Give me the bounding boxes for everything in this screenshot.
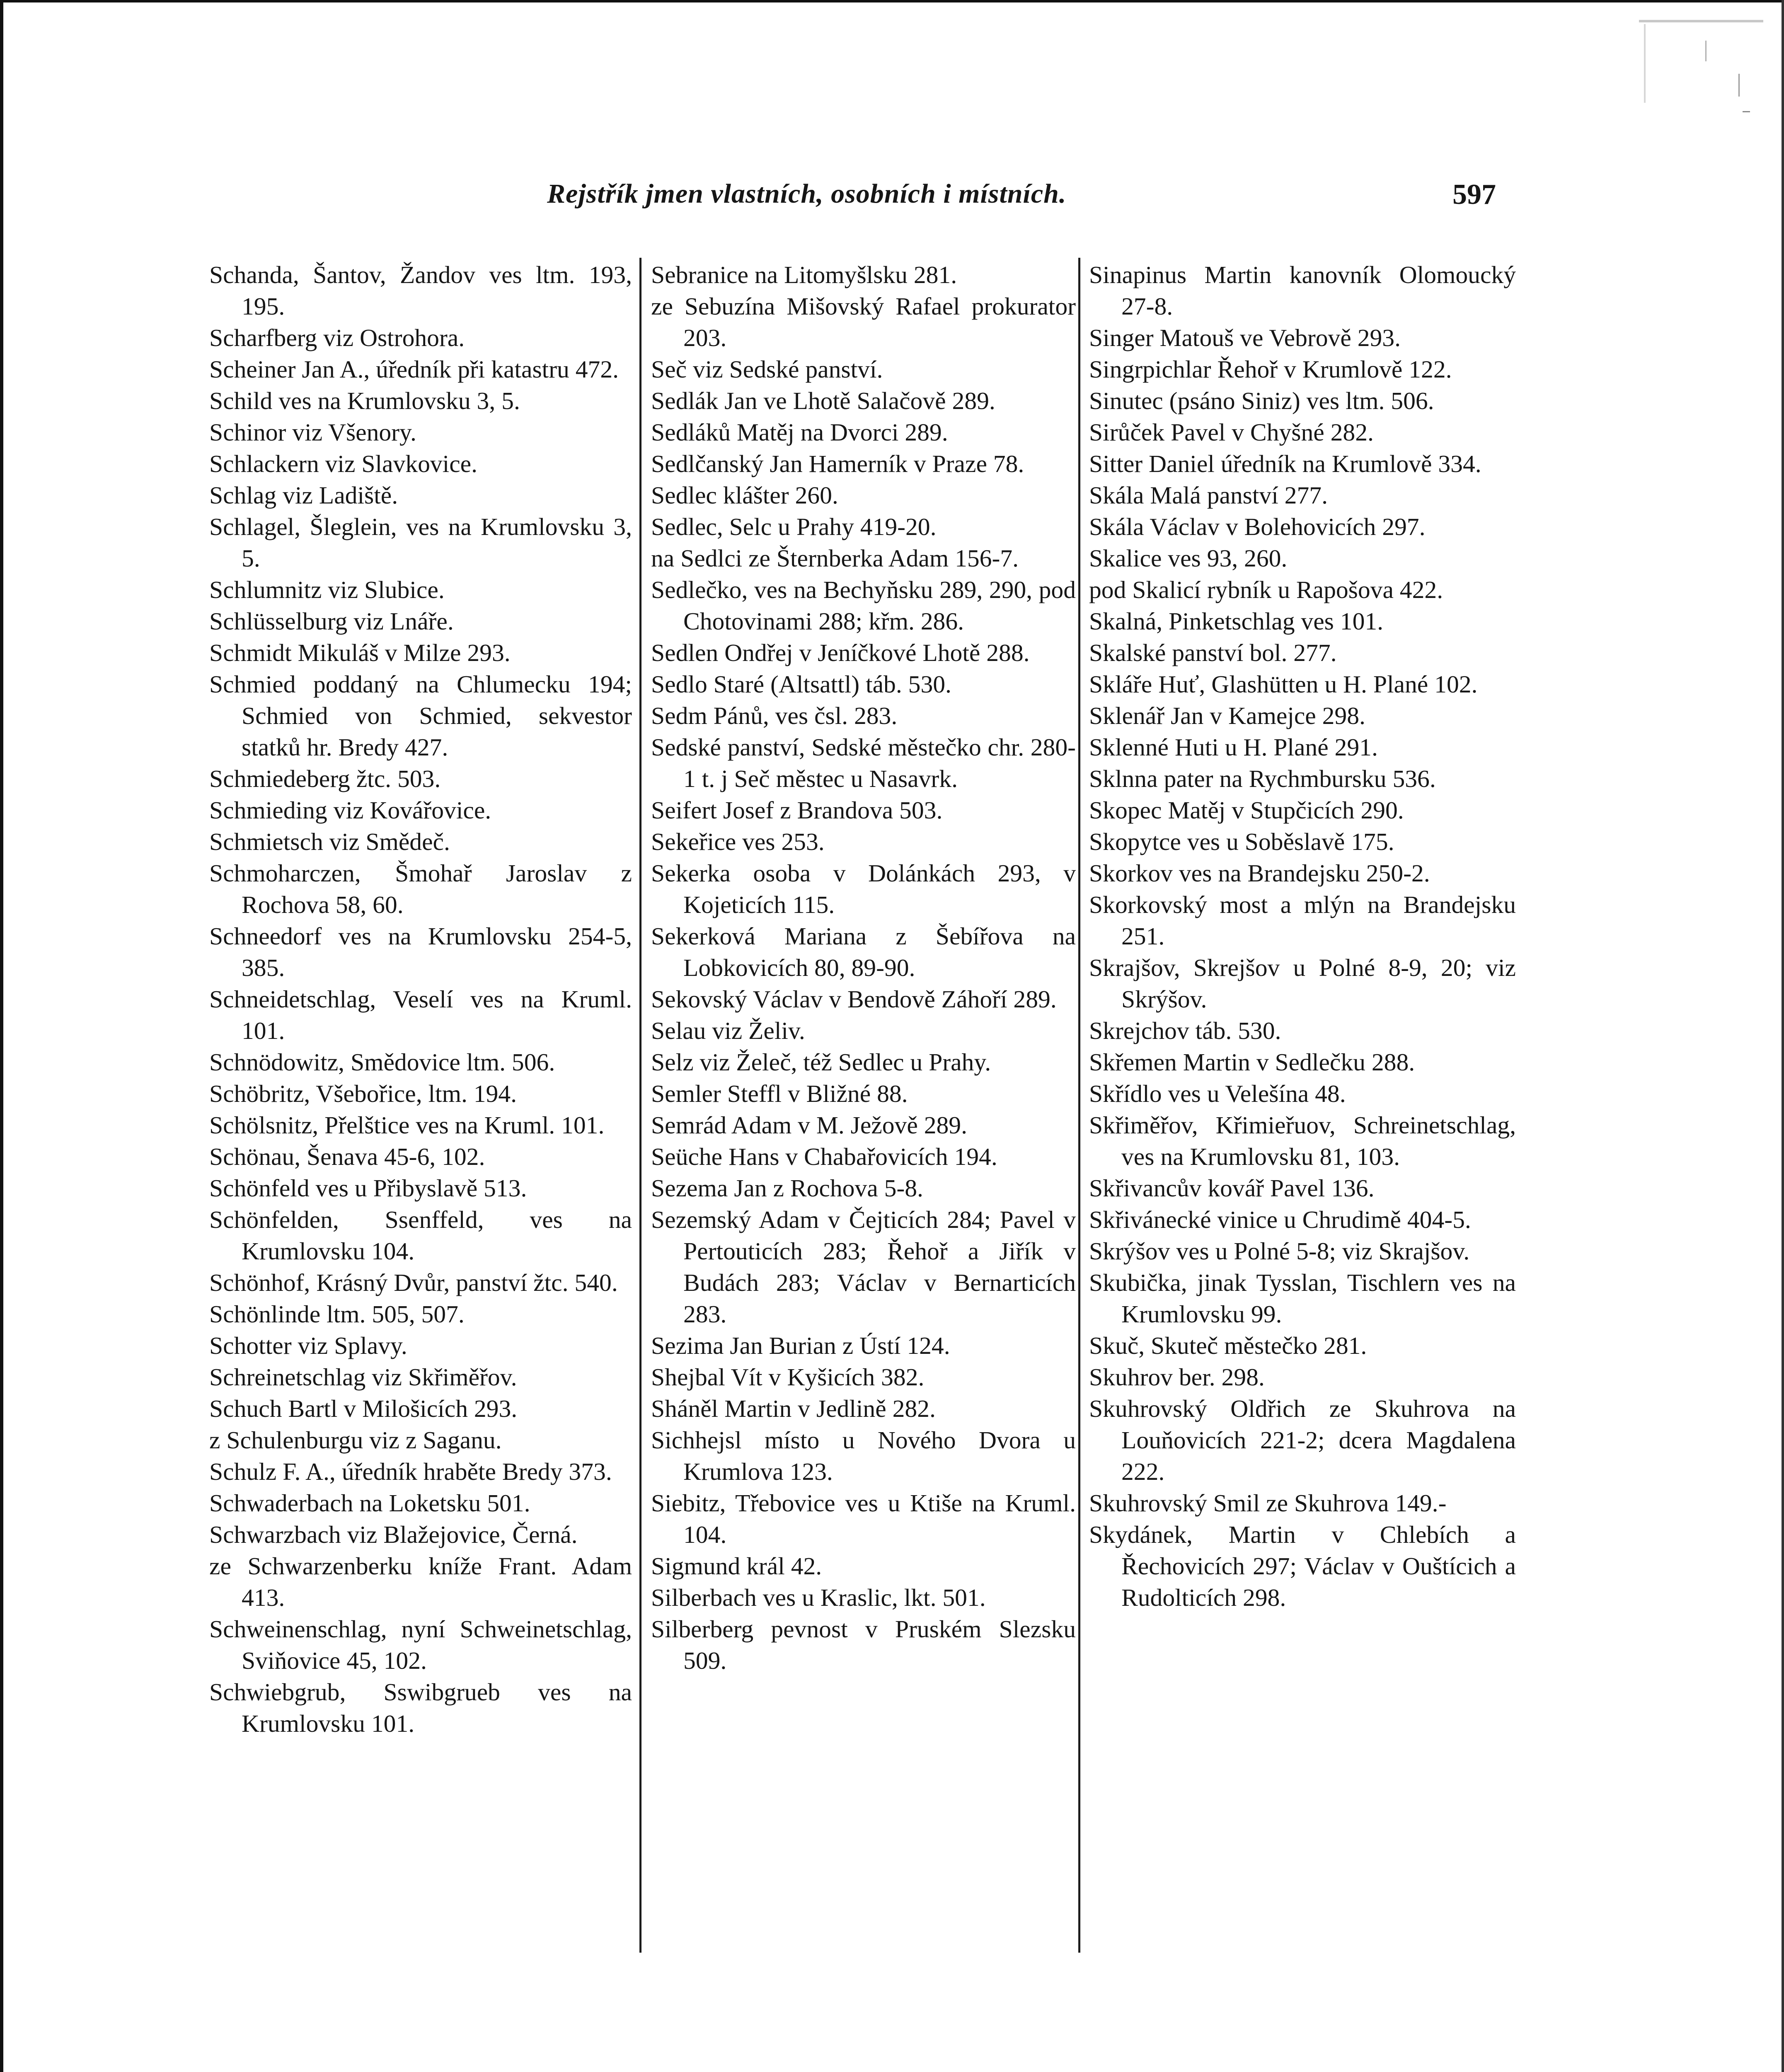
index-entry: Schulz F. A., úředník hraběte Bredy 373. bbox=[209, 1458, 612, 1485]
index-entry: Skuč, Skuteč městečko 281. bbox=[1089, 1332, 1367, 1359]
scan-border-right bbox=[1782, 0, 1784, 2072]
index-entry: Skrajšov, Skrejšov u Polné 8-9, 20; viz Skrýšov. bbox=[1089, 954, 1516, 1013]
index-entry: Sebranice na Litomyšlsku 281. bbox=[651, 261, 957, 288]
index-entry: Sinapinus Martin kanovník Olomoucký 27-8. bbox=[1089, 261, 1516, 320]
index-entry: Skřemen Martin v Sedlečku 288. bbox=[1089, 1048, 1415, 1076]
index-entry: Skřídlo ves u Velešína 48. bbox=[1089, 1080, 1346, 1107]
index-entry: Schlagel, Šleglein, ves na Krumlovsku 3, 5. bbox=[209, 513, 632, 572]
index-entry: na Sedlci ze Šternberka Adam 156-7. bbox=[651, 545, 1019, 572]
index-entry: Selau viz Želiv. bbox=[651, 1017, 805, 1044]
index-entry: Sedlák Jan ve Lhotě Salačově 289. bbox=[651, 387, 995, 414]
scan-border-top bbox=[0, 0, 1784, 2]
index-entry: Schmiedeberg žtc. 503. bbox=[209, 765, 441, 792]
index-column-2 bbox=[651, 259, 1076, 1676]
index-entry: Skřivánecké vinice u Chrudimě 404-5. bbox=[1089, 1206, 1471, 1233]
index-entry: Sinutec (psáno Siniz) ves ltm. 506. bbox=[1089, 387, 1434, 414]
index-entry: Sekerka osoba v Dolánkách 293, v Kojeticích 115. bbox=[651, 859, 1076, 918]
index-entry: Sekeřice ves 253. bbox=[651, 828, 825, 855]
index-entry: Silberbach ves u Kraslic, lkt. 501. bbox=[651, 1584, 986, 1611]
index-entry: Schlumnitz viz Slubice. bbox=[209, 576, 445, 603]
index-entry: Schnödowitz, Smědovice ltm. 506. bbox=[209, 1048, 555, 1076]
index-entry: Schönfelden, Ssenffeld, ves na Krumlovsku 104. bbox=[209, 1206, 632, 1265]
index-entry: Sedlec, Selc u Prahy 419-20. bbox=[651, 513, 937, 540]
index-entry: Sklenář Jan v Kamejce 298. bbox=[1089, 702, 1365, 729]
index-entry: Singer Matouš ve Vebrově 293. bbox=[1089, 324, 1401, 351]
index-entry: Skála Malá panství 277. bbox=[1089, 482, 1328, 509]
index-entry: Sedláků Matěj na Dvorci 289. bbox=[651, 419, 948, 446]
index-entry: ze Schwarzenberku kníže Frant. Adam 413. bbox=[209, 1552, 632, 1611]
index-entry: Semler Steffl v Bližné 88. bbox=[651, 1080, 908, 1107]
index-entry: Schlüsselburg viz Lnáře. bbox=[209, 608, 454, 635]
index-entry: Shejbal Vít v Kyšicích 382. bbox=[651, 1363, 925, 1391]
index-entry: Skalice ves 93, 260. bbox=[1089, 545, 1288, 572]
index-entry: Skalná, Pinketschlag ves 101. bbox=[1089, 608, 1384, 635]
index-entry: Sezema Jan z Rochova 5-8. bbox=[651, 1174, 923, 1202]
index-entry: Schönlinde ltm. 505, 507. bbox=[209, 1300, 465, 1328]
index-entry: Scheiner Jan A., úředník při katastru 472. bbox=[209, 356, 619, 383]
index-entry: Selz viz Želeč, též Sedlec u Prahy. bbox=[651, 1048, 991, 1076]
index-entry: Sklenné Huti u H. Plané 291. bbox=[1089, 733, 1378, 761]
index-entry: Silberberg pevnost v Pruském Slezsku 509. bbox=[651, 1615, 1076, 1674]
index-entry: Schwaderbach na Loketsku 501. bbox=[209, 1489, 530, 1517]
index-entry: Sedlčanský Jan Hamerník v Praze 78. bbox=[651, 450, 1024, 477]
index-entry: Schmoharczen, Šmohař Jaroslav z Rochova 58, 60. bbox=[209, 859, 632, 918]
index-entry: Scharfberg viz Ostrohora. bbox=[209, 324, 465, 351]
index-entry: Skalské panství bol. 277. bbox=[1089, 639, 1337, 666]
index-entry: Sedlen Ondřej v Jeníčkové Lhotě 288. bbox=[651, 639, 1030, 666]
index-entry: Schinor viz Všenory. bbox=[209, 419, 416, 446]
index-entry: Schmidt Mikuláš v Milze 293. bbox=[209, 639, 511, 666]
index-entry: Schmietsch viz Smědeč. bbox=[209, 828, 450, 855]
index-entry: Schöbritz, Všebořice, ltm. 194. bbox=[209, 1080, 517, 1107]
index-entry: Schweinenschlag, nyní Schweinetschlag, Sviňovice 45, 102. bbox=[209, 1615, 632, 1674]
index-entry: Sirůček Pavel v Chyšné 282. bbox=[1089, 419, 1374, 446]
index-entry: Schönfeld ves u Přibyslavě 513. bbox=[209, 1174, 527, 1202]
index-entry: Schölsnitz, Přelštice ves na Kruml. 101. bbox=[209, 1111, 605, 1139]
index-entry: Schlackern viz Slavkovice. bbox=[209, 450, 478, 477]
index-column-1 bbox=[209, 259, 632, 1739]
index-entry: Skuhrov ber. 298. bbox=[1089, 1363, 1265, 1391]
index-entry: Sedlo Staré (Altsattl) táb. 530. bbox=[651, 670, 951, 698]
index-entry: ze Sebuzína Mišovský Rafael prokurator 203. bbox=[651, 293, 1076, 351]
index-entry: Sigmund král 42. bbox=[651, 1552, 822, 1580]
index-entry: Sedlečko, ves na Bechyňsku 289, 290, pod Chotovinami 288; křm. 286. bbox=[651, 576, 1076, 635]
index-entry: Sedlec klášter 260. bbox=[651, 482, 838, 509]
index-entry: Schotter viz Splavy. bbox=[209, 1332, 407, 1359]
index-entry: Siebitz, Třebovice ves u Ktiše na Kruml. 104. bbox=[651, 1489, 1076, 1548]
index-entry: Skála Václav v Bolehovicích 297. bbox=[1089, 513, 1426, 540]
index-entry: Singrpichlar Řehoř v Krumlově 122. bbox=[1089, 356, 1452, 383]
column-rule-right bbox=[1078, 258, 1080, 1953]
index-entry: Sezima Jan Burian z Ústí 124. bbox=[651, 1332, 950, 1359]
index-entry: Skřivancův kovář Pavel 136. bbox=[1089, 1174, 1375, 1202]
index-entry: Sezemský Adam v Čejticích 284; Pavel v Pertouticích 283; Řehoř a Jiřík v Budách 283; Václav v Bernarticích 283. bbox=[651, 1206, 1076, 1328]
index-entry: Seč viz Sedské panství. bbox=[651, 356, 883, 383]
page-number: 597 bbox=[1452, 179, 1496, 211]
index-entry: Sekerková Mariana z Šebířova na Lobkovicích 80, 89-90. bbox=[651, 922, 1076, 981]
index-entry: Sháněl Martin v Jedlině 282. bbox=[651, 1395, 936, 1422]
index-entry: Skrejchov táb. 530. bbox=[1089, 1017, 1281, 1044]
index-entry: Schneidetschlag, Veselí ves na Kruml. 101. bbox=[209, 985, 632, 1044]
running-title: Rejstřík jmen vlastních, osobních i místních. bbox=[547, 179, 1067, 209]
index-entry: Schwarzbach viz Blažejovice, Černá. bbox=[209, 1521, 578, 1548]
column-rule-left bbox=[639, 258, 641, 1953]
index-entry: Skorkov ves na Brandejsku 250-2. bbox=[1089, 859, 1430, 887]
scan-border-left bbox=[0, 0, 3, 2072]
index-entry: Sekovský Václav v Bendově Záhoří 289. bbox=[651, 985, 1057, 1013]
index-entry: Schmied poddaný na Chlumecku 194; Schmied von Schmied, sekvestor statků hr. Bredy 427. bbox=[209, 670, 632, 761]
index-entry: Sklnna pater na Rychmbursku 536. bbox=[1089, 765, 1436, 792]
index-entry: Schwiebgrub, Sswibgrueb ves na Krumlovsku 101. bbox=[209, 1678, 632, 1737]
index-entry: Schneedorf ves na Krumlovsku 254-5, 385. bbox=[209, 922, 632, 981]
index-entry: Sedské panství, Sedské městečko chr. 280-1 t. j Seč městec u Nasavrk. bbox=[651, 733, 1076, 792]
index-entry: Skrýšov ves u Polné 5-8; viz Skrajšov. bbox=[1089, 1237, 1470, 1265]
index-entry: Schreinetschlag viz Skřiměřov. bbox=[209, 1363, 517, 1391]
index-entry: Schlag viz Ladiště. bbox=[209, 482, 398, 509]
index-entry: Schönau, Šenava 45-6, 102. bbox=[209, 1143, 485, 1170]
index-entry: Skřiměřov, Křimieřuov, Schreinetschlag, ves na Krumlovsku 81, 103. bbox=[1089, 1111, 1516, 1170]
index-entry: Skuhrovský Oldřich ze Skuhrova na Louňovicích 221-2; dcera Magdalena 222. bbox=[1089, 1395, 1516, 1485]
index-entry: Schmieding viz Kovářovice. bbox=[209, 796, 491, 824]
index-entry: Schanda, Šantov, Žandov ves ltm. 193, 195. bbox=[209, 261, 632, 320]
index-entry: Semrád Adam v M. Ježově 289. bbox=[651, 1111, 967, 1139]
index-entry: Sichhejsl místo u Nového Dvora u Krumlova 123. bbox=[651, 1426, 1076, 1485]
index-entry: Skorkovský most a mlýn na Brandejsku 251. bbox=[1089, 891, 1516, 950]
index-entry: Skuhrovský Smil ze Skuhrova 149.- bbox=[1089, 1489, 1447, 1517]
index-entry: Sitter Daniel úředník na Krumlově 334. bbox=[1089, 450, 1481, 477]
index-entry: Skubička, jinak Tysslan, Tischlern ves na Krumlovsku 99. bbox=[1089, 1269, 1516, 1328]
index-entry: Sedm Pánů, ves čsl. 283. bbox=[651, 702, 898, 729]
index-entry: Skopytce ves u Soběslavě 175. bbox=[1089, 828, 1394, 855]
index-entry: Skopec Matěj v Stupčicích 290. bbox=[1089, 796, 1404, 824]
index-entry: Skydánek, Martin v Chlebích a Řechovicích 297; Václav v Ouštícich a Rudolticích 298. bbox=[1089, 1521, 1516, 1611]
index-entry: Seifert Josef z Brandova 503. bbox=[651, 796, 943, 824]
index-entry: Schönhof, Krásný Dvůr, panství žtc. 540. bbox=[209, 1269, 618, 1296]
index-entry: Schuch Bartl v Milošicích 293. bbox=[209, 1395, 518, 1422]
index-entry: pod Skalicí rybník u Rapošova 422. bbox=[1089, 576, 1443, 603]
index-entry: Skláře Huť, Glashütten u H. Plané 102. bbox=[1089, 670, 1478, 698]
index-column-3 bbox=[1089, 259, 1516, 1613]
scan-corner-marks bbox=[1639, 12, 1767, 119]
index-entry: Schild ves na Krumlovsku 3, 5. bbox=[209, 387, 520, 414]
index-entry: z Schulenburgu viz z Saganu. bbox=[209, 1426, 502, 1454]
index-entry: Seüche Hans v Chabařovicích 194. bbox=[651, 1143, 997, 1170]
